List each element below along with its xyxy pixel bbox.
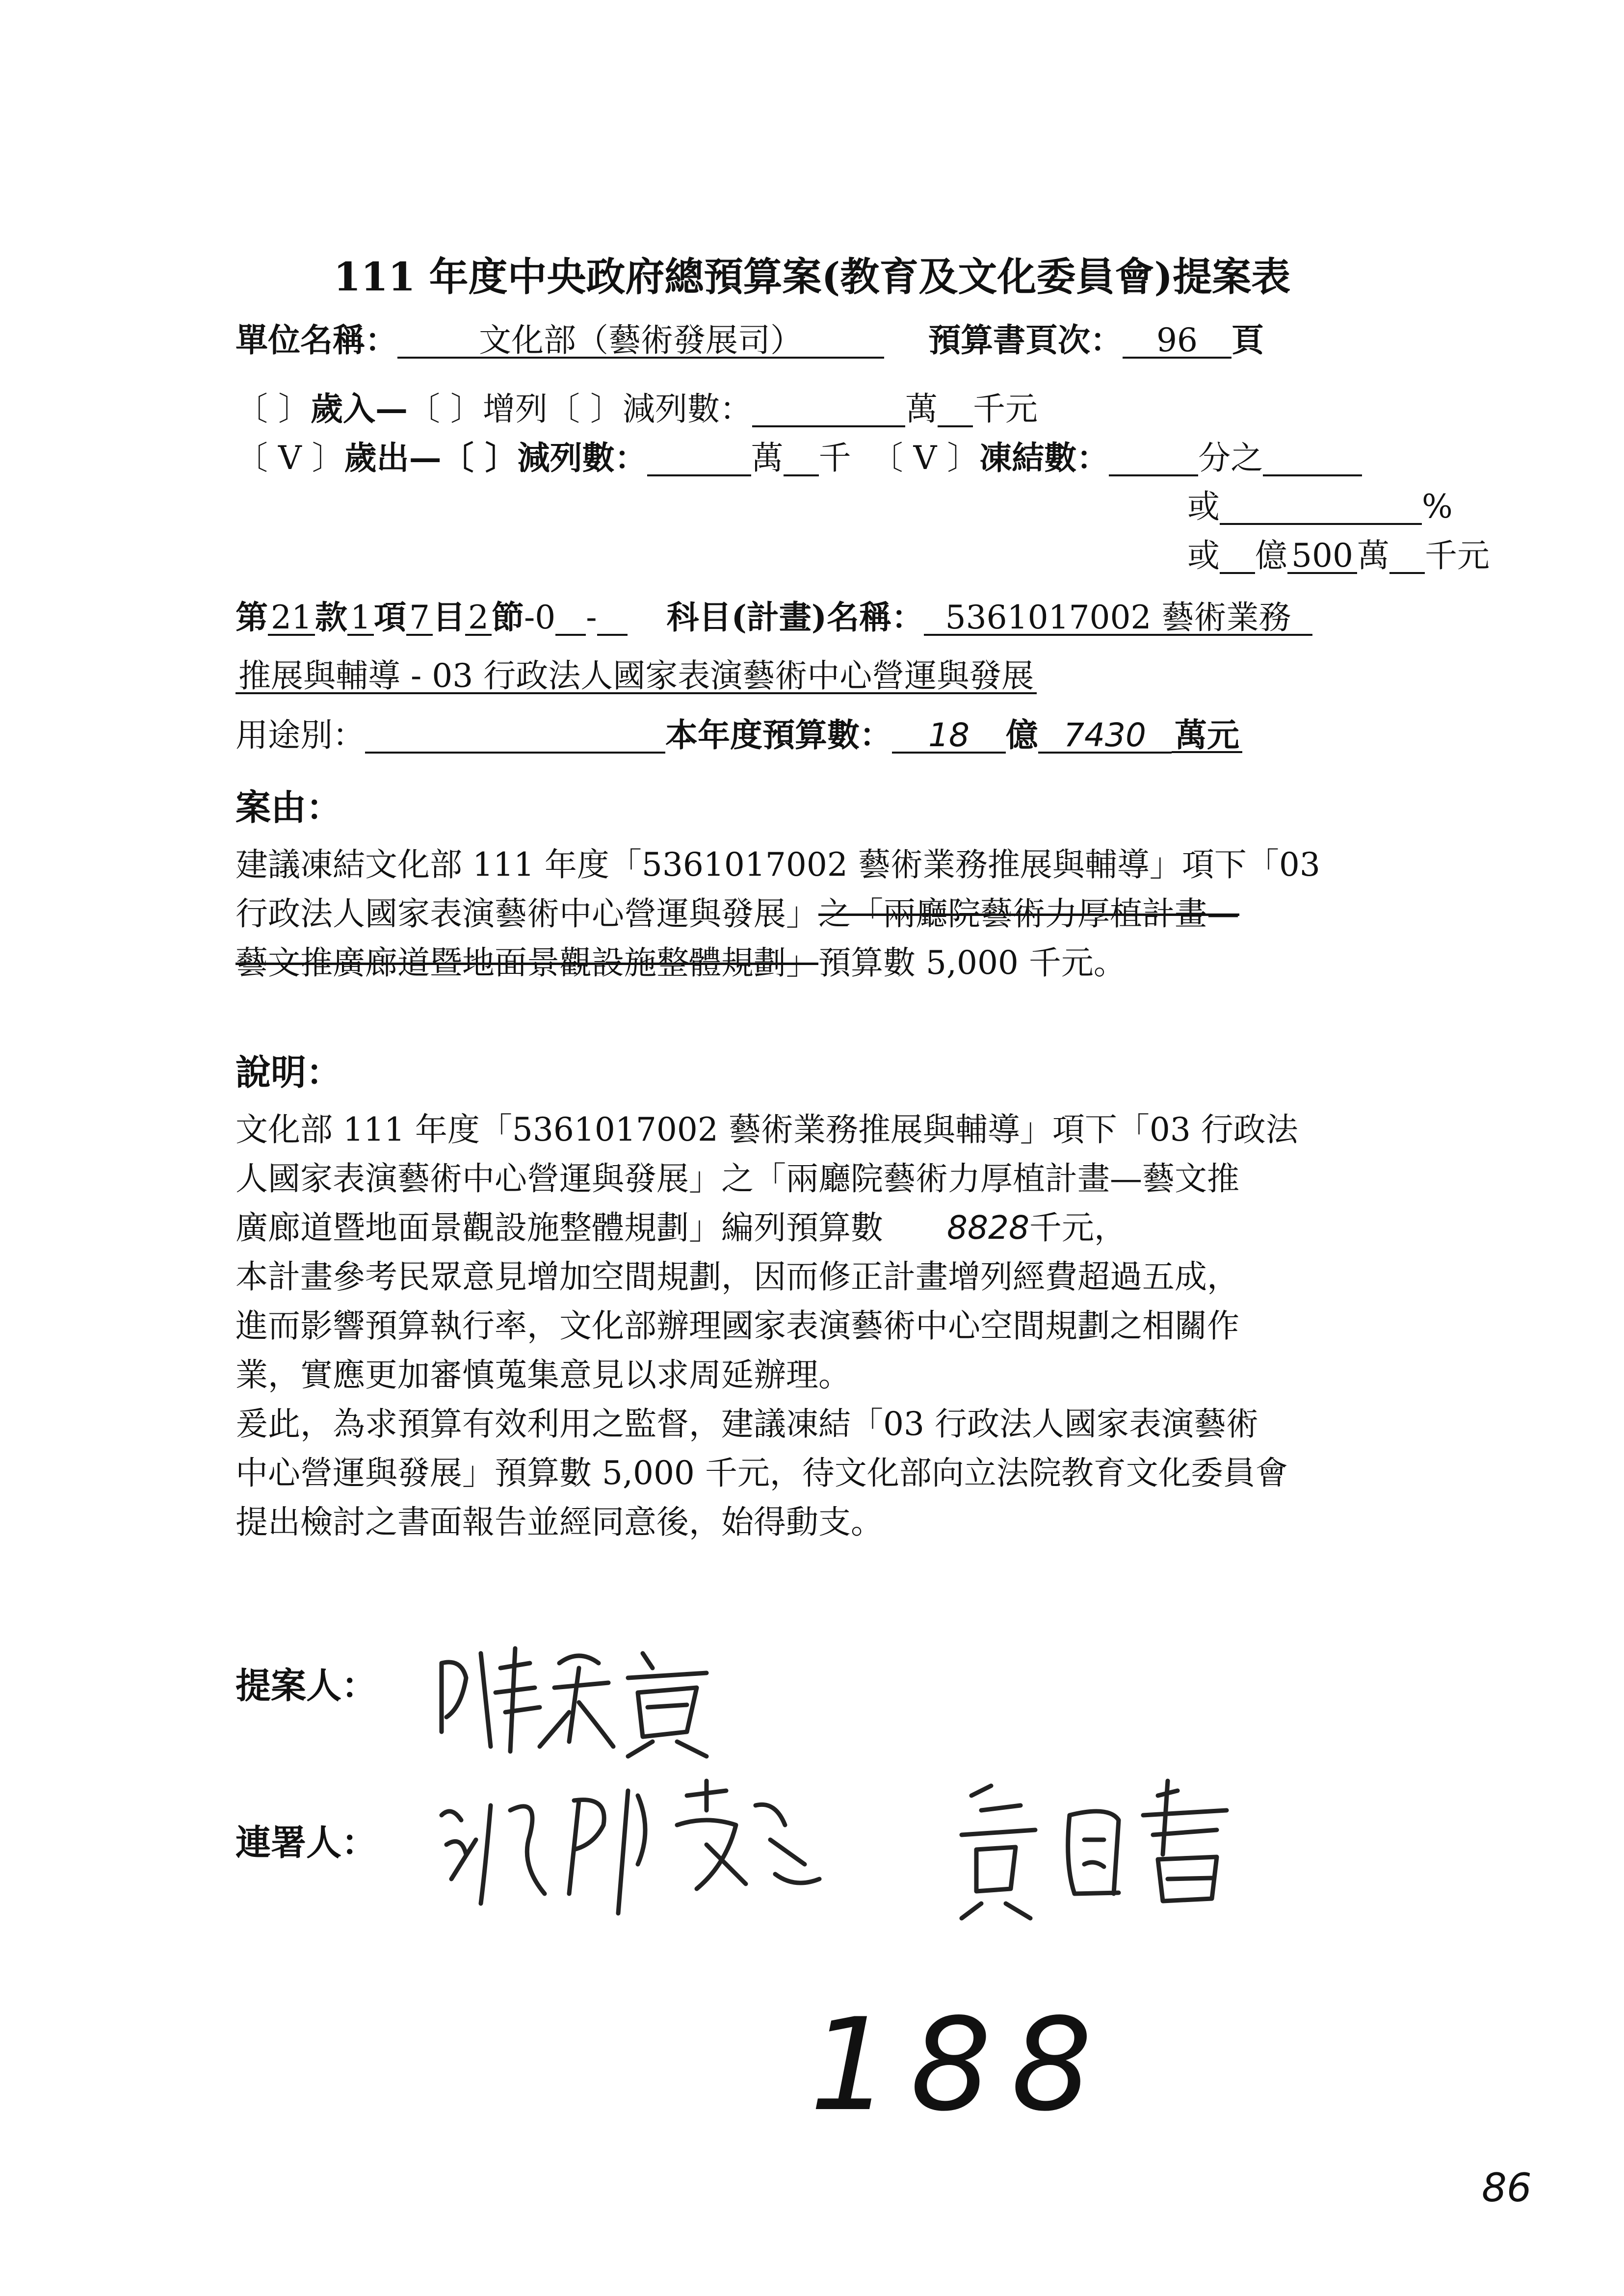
subject-xiang-label: 項 — [373, 598, 406, 636]
annual-budget-wan-yuan: 萬元 — [1172, 719, 1242, 753]
or-qian: 千元 — [1425, 537, 1490, 574]
freeze-checkbox: 〔 V 〕 — [870, 439, 980, 477]
subject-kuan-label: 款 — [314, 598, 347, 636]
subject-jie: 2 — [465, 601, 492, 636]
explanation-line2: 人國家表演藝術中心營運與發展」之「兩廳院藝術力厚植計畫—藝文推 — [236, 1160, 1239, 1198]
subject-name-line1: 5361017002 藝術業務 — [924, 601, 1312, 636]
form-title: 111 年度中央政府總預算案(教育及文化委員會)提案表 — [333, 254, 1291, 300]
expense-decrease: 〔 〕減列數： — [441, 439, 647, 477]
reason-line1: 建議凍結文化部 111 年度「5361017002 藝術業務推展與輔導」項下「03 — [236, 846, 1320, 884]
page-number: 86 — [1482, 2165, 1532, 2211]
revenue-decrease: 〔 〕減列數： — [547, 390, 752, 428]
annual-budget-wan-value: 7430 — [1038, 719, 1172, 754]
revenue-checkbox: 〔 〕 — [236, 390, 311, 428]
explanation-line7: 爰此，為求預算有效利用之監督，建議凍結「03 行政法人國家表演藝術 — [236, 1405, 1258, 1443]
reason-line2-struck: 之「兩廳院藝術力厚植計畫— — [818, 895, 1239, 933]
budget-page-unit: 頁 — [1231, 321, 1264, 359]
or-wan-value: 500 — [1287, 540, 1357, 574]
explanation-line3 — [236, 1209, 1126, 1247]
cosigner-label: 連署人： — [236, 1822, 377, 1863]
explanation-line6: 業，實應更加審慎蒐集意見以求周延辦理。 — [236, 1356, 851, 1394]
or-yi: 億 — [1255, 537, 1287, 574]
proposer-label: 提案人： — [236, 1665, 377, 1706]
subject-row — [236, 598, 1312, 636]
annual-budget-yi-value: 18 — [892, 719, 1006, 754]
unit-row — [236, 321, 1264, 359]
freeze-label: 凍結數： — [979, 439, 1109, 477]
cosigner-signatures — [432, 1766, 1295, 1923]
explanation-line1: 文化部 111 年度「5361017002 藝術業務推展與輔導」項下「03 行政法 — [236, 1111, 1298, 1148]
explanation-line4: 本計畫參考民眾意見增加空間規劃，因而修正計畫增列經費超過五成， — [236, 1258, 1239, 1296]
subject-xiang: 1 — [347, 601, 374, 636]
unit-value: 文化部（藝術發展司） — [397, 324, 884, 359]
annual-budget-label: 本年度預算數： — [665, 716, 892, 754]
subject-mu-label: 目 — [432, 598, 465, 636]
subject-name-row2 — [236, 657, 1037, 695]
budget-page-label: 預算書頁次： — [928, 321, 1123, 359]
reason-line2 — [236, 895, 1239, 933]
subject-tail: -0 — [524, 599, 556, 636]
fen-zhi: 分之 — [1198, 439, 1263, 477]
or-amount-label: 或 — [1187, 537, 1220, 574]
revenue-increase: 〔 〕增列 — [407, 390, 548, 428]
subject-mu: 7 — [406, 601, 433, 636]
or-percent-row — [1187, 488, 1453, 525]
explanation-line5: 進而影響預算執行率，文化部辦理國家表演藝術中心空間規劃之相關作 — [236, 1307, 1239, 1345]
revenue-row — [236, 392, 1038, 427]
reason-heading: 案由： — [236, 786, 342, 828]
subject-name-line2: 推展與輔導 - 03 行政法人國家表演藝術中心營運與發展 — [236, 660, 1037, 694]
unit-label: 單位名稱： — [236, 321, 397, 359]
or-percent-label: 或 — [1187, 488, 1220, 525]
explanation-line3-a: 廣廊道暨地面景觀設施整體規劃」編列預算數 — [236, 1209, 883, 1247]
reason-line3 — [236, 944, 1126, 982]
subject-name-label: 科目(計畫)名稱： — [666, 598, 924, 636]
reason-line3-plain: 預算數 5,000 千元。 — [818, 944, 1126, 982]
revenue-label: 歲入— — [310, 390, 408, 428]
or-wan: 萬 — [1357, 537, 1389, 574]
explanation-line3-b: 千元， — [1029, 1209, 1126, 1247]
annual-budget-yi: 億 — [1006, 716, 1038, 754]
handwritten-number: 188 — [810, 1991, 1112, 2139]
expense-checkbox: 〔 V 〕 — [236, 439, 344, 477]
reason-line2-plain: 行政法人國家表演藝術中心營運與發展」 — [236, 895, 818, 933]
expense-qian: 千 — [818, 439, 851, 477]
percent-sign: % — [1422, 488, 1453, 525]
subject-jie-label: 節 — [491, 598, 524, 636]
explanation-handwritten-amount: 8828 — [947, 1209, 1029, 1247]
explanation-line9: 提出檢討之書面報告並經同意後，始得動支。 — [236, 1503, 883, 1541]
subject-di: 第 — [236, 598, 268, 636]
usage-label: 用途別： — [236, 716, 365, 754]
subject-dash: - — [586, 599, 597, 636]
or-amount-row — [1187, 537, 1490, 574]
proposer-signature — [432, 1634, 736, 1761]
budget-page-value: 96 — [1123, 324, 1231, 359]
expense-label: 歲出— — [344, 439, 442, 477]
explanation-line8: 中心營運與發展」預算數 5,000 千元，待文化部向立法院教育文化委員會 — [236, 1454, 1288, 1492]
expense-row — [236, 439, 1362, 477]
usage-row — [236, 716, 1242, 754]
subject-kuan: 21 — [268, 601, 315, 636]
reason-line3-struck: 藝文推廣廊道暨地面景觀設施整體規劃」 — [236, 944, 818, 982]
explanation-heading: 說明： — [236, 1051, 342, 1093]
revenue-wan: 萬 — [905, 390, 938, 428]
revenue-qian: 千元 — [972, 390, 1038, 428]
expense-wan: 萬 — [751, 439, 784, 477]
